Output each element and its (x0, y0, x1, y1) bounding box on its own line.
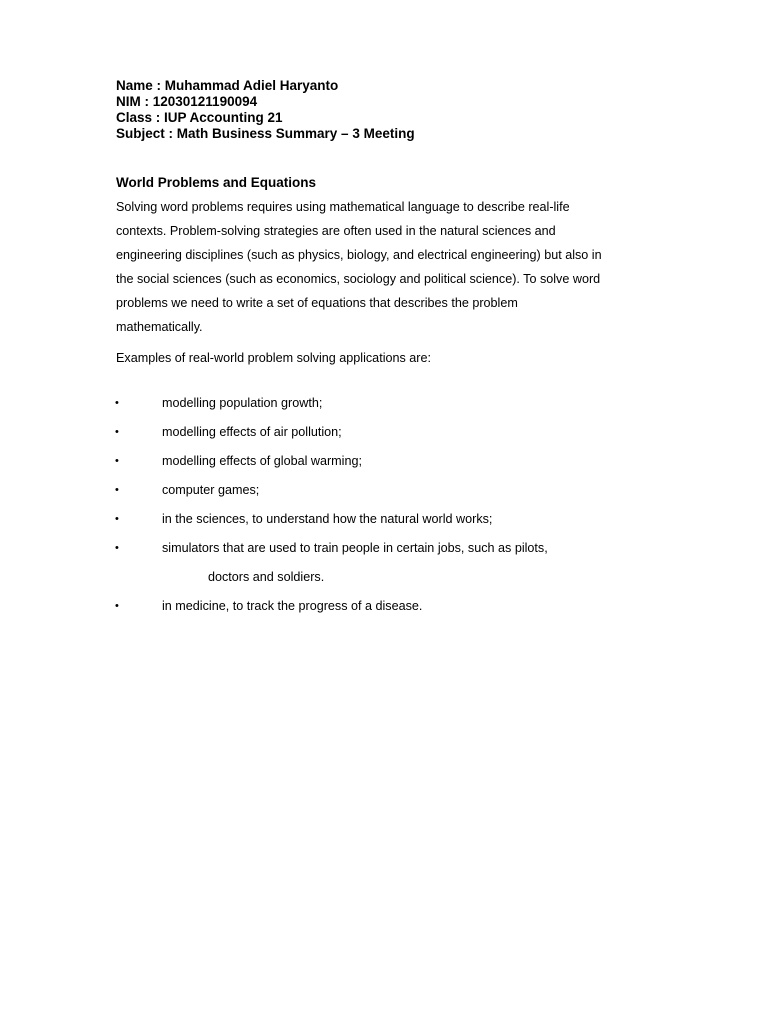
list-item-text: simulators that are used to train people in certain jobs, such as pilots, (162, 541, 548, 555)
list-item-text: in medicine, to track the progress of a disease. (162, 599, 423, 613)
list-item-text: modelling effects of global warming; (162, 454, 362, 468)
name-line: Name : Muhammad Adiel Haryanto (116, 78, 339, 93)
paragraph-line: the social sciences (such as economics, sociology and political science). To solve word (116, 272, 601, 286)
bullet-icon: • (115, 600, 119, 612)
list-item-text: computer games; (162, 483, 260, 497)
bullet-icon: • (115, 542, 119, 554)
list-item (116, 451, 676, 480)
paragraph-line: mathematically. (116, 320, 203, 334)
list-item-continuation: doctors and soldiers. (208, 570, 325, 584)
paragraph-line: Solving word problems requires using mathematical language to describe real-life (116, 200, 570, 214)
bullet-icon: • (115, 484, 119, 496)
list-item (116, 480, 676, 509)
list-item-text: in the sciences, to understand how the natural world works; (162, 512, 493, 526)
list-item (116, 596, 676, 625)
list-item (116, 422, 676, 451)
list-item (116, 538, 676, 596)
paragraph-line: contexts. Problem-solving strategies are often used in the natural sciences and (116, 224, 556, 238)
bullet-icon: • (115, 455, 119, 467)
examples-list (116, 393, 676, 625)
list-item-text: modelling population growth; (162, 396, 323, 410)
examples-intro: Examples of real-world problem solving applications are: (116, 351, 431, 365)
class-line: Class : IUP Accounting 21 (116, 110, 283, 125)
list-item (116, 393, 676, 422)
body-paragraph (116, 195, 664, 339)
bullet-icon: • (115, 513, 119, 525)
bullet-icon: • (115, 397, 119, 409)
list-item-text: modelling effects of air pollution; (162, 425, 342, 439)
bullet-icon: • (115, 426, 119, 438)
paragraph-line: problems we need to write a set of equations that describes the problem (116, 296, 518, 310)
section-title: World Problems and Equations (116, 175, 317, 190)
subject-line: Subject : Math Business Summary – 3 Meeting (116, 126, 415, 141)
nim-line: NIM : 12030121190094 (116, 94, 258, 109)
paragraph-line: engineering disciplines (such as physics, biology, and electrical engineering) but also in (116, 248, 602, 262)
list-item (116, 509, 676, 538)
student-info-header (116, 78, 676, 142)
